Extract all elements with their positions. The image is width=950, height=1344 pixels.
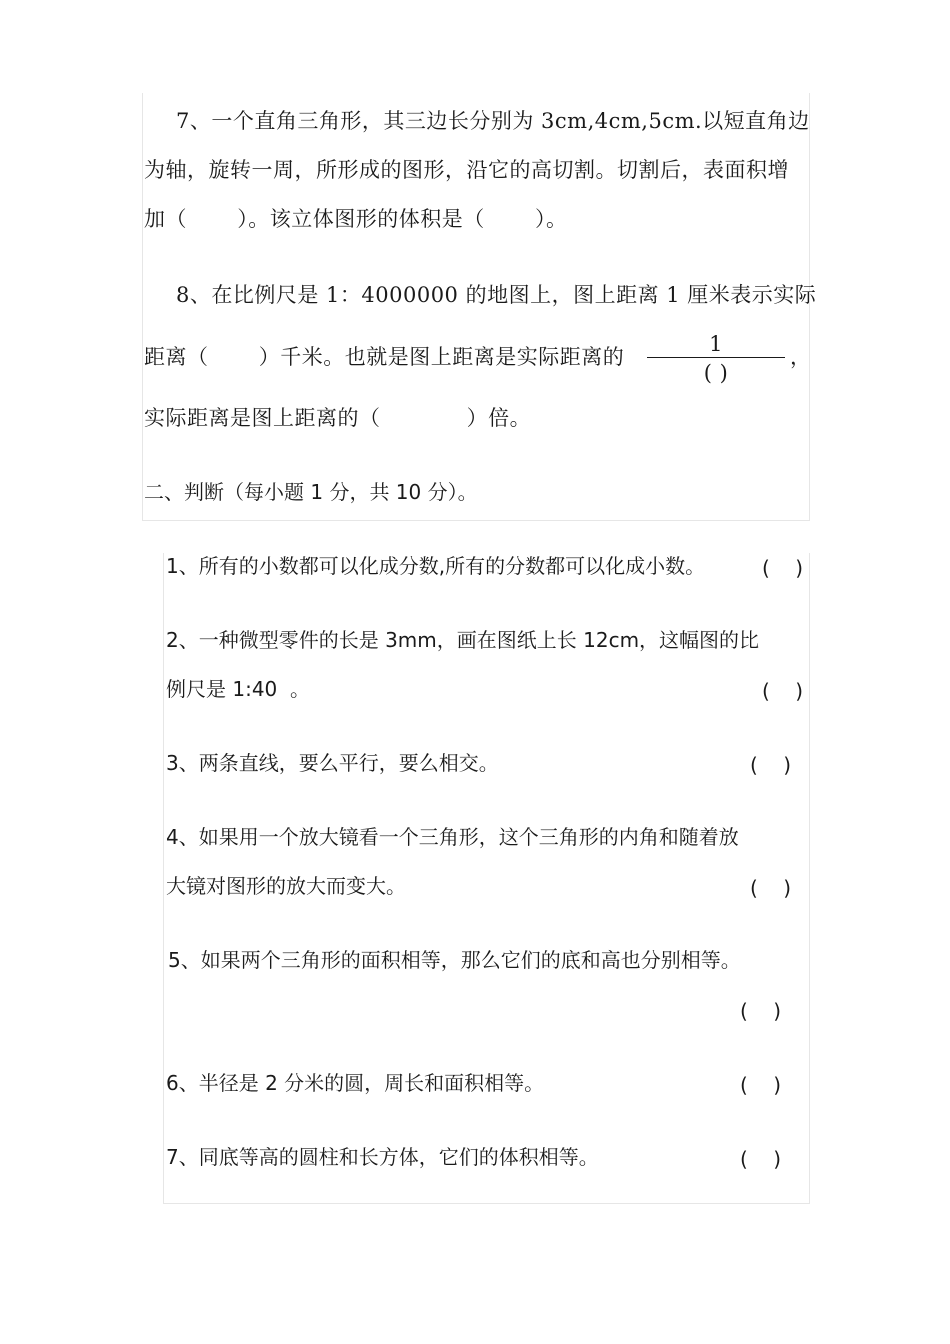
question-8-line-1: 8、在比例尺是 1：4000000 的地图上，图上距离 1 厘米表示实际 (176, 283, 817, 307)
fraction-blank (647, 330, 785, 385)
question-8-line-2: 距离（ ）千米。也就是图上距离是实际距离的 (144, 345, 625, 369)
tf-item-7-answer-blank: ( ) (740, 1147, 782, 1171)
tf-item-5-answer-blank: ( ) (740, 999, 782, 1023)
tf-item-2-answer-blank: ( ) (762, 679, 804, 703)
fraction-denominator: ( ) (703, 361, 729, 385)
tf-item-3-answer-blank: ( ) (750, 753, 792, 777)
tf-item-5: 5、如果两个三角形的面积相等，那么它们的底和高也分别相等。 (168, 948, 741, 972)
tf-item-2-line-2: 例尺是 1:40 。 (166, 677, 310, 701)
tf-item-1-answer-blank: ( ) (762, 556, 804, 580)
tf-item-4-answer-blank: ( ) (750, 876, 792, 900)
tf-item-6: 6、半径是 2 分米的圆，周长和面积相等。 (166, 1071, 545, 1095)
fraction-bar (647, 357, 785, 358)
section-heading: 二、判断（每小题 1 分，共 10 分）。 (144, 480, 478, 504)
tf-item-4-line-2: 大镜对图形的放大而变大。 (166, 874, 406, 898)
question-7-line-2: 为轴，旋转一周，所形成的图形，沿它的高切割。切割后，表面积增 (144, 158, 789, 182)
question-7-line-3: 加（ ）。该立体图形的体积是（ ）。 (144, 207, 568, 231)
tf-item-7: 7、同底等高的圆柱和长方体，它们的体积相等。 (166, 1145, 599, 1169)
fraction-numerator: 1 (709, 332, 723, 356)
tf-item-4-line-1: 4、如果用一个放大镜看一个三角形，这个三角形的内角和随着放 (166, 825, 739, 849)
tf-item-2-line-1: 2、一种微型零件的长是 3mm，画在图纸上长 12cm，这幅图的比 (166, 628, 760, 652)
tf-item-1: 1、所有的小数都可以化成分数,所有的分数都可以化成小数。 (166, 554, 706, 578)
tf-item-3: 3、两条直线，要么平行，要么相交。 (166, 751, 499, 775)
question-7-line-1: 7、一个直角三角形，其三边长分别为 3cm,4cm,5cm.以短直角边 (176, 109, 810, 133)
tf-item-6-answer-blank: ( ) (740, 1073, 782, 1097)
question-8-line-3: 实际距离是图上距离的（ ）倍。 (144, 406, 532, 430)
question-8-comma: ， (790, 345, 812, 369)
